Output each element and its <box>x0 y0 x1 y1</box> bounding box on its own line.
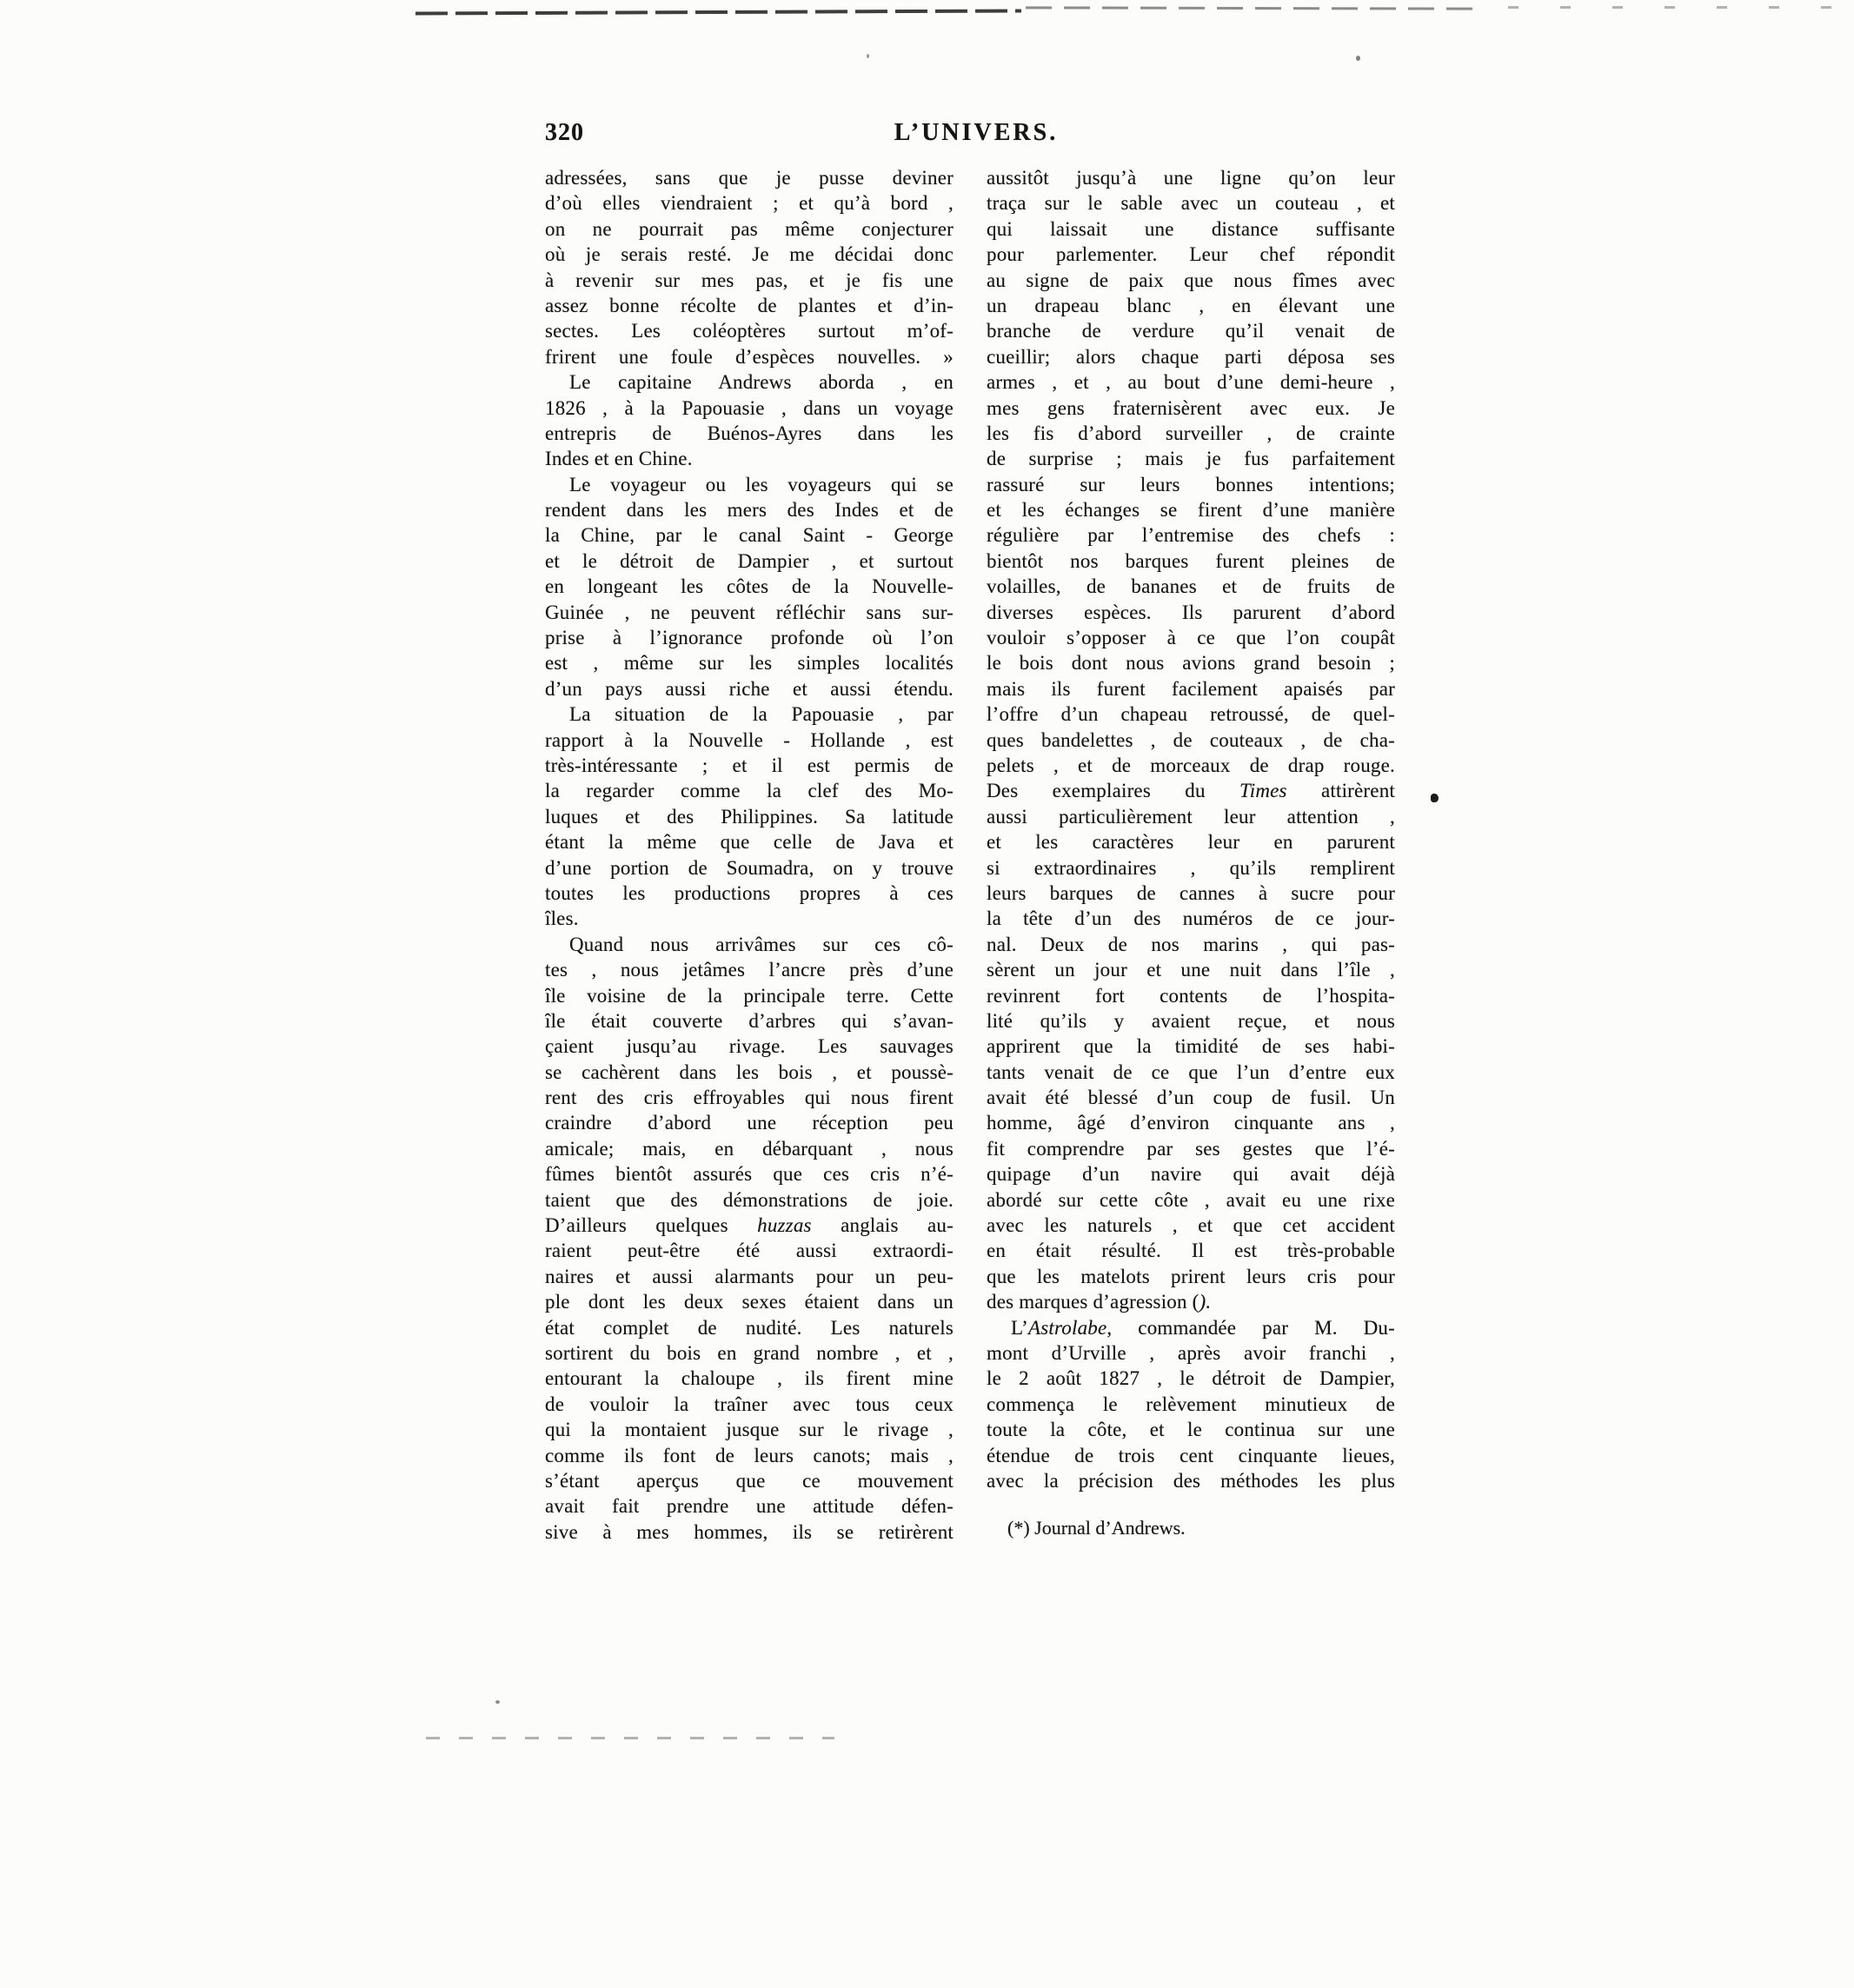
text-line: un drapeau blanc , en élevant une <box>987 294 1395 316</box>
text-line: apprirent que la timidité de ses habi- <box>987 1035 1395 1058</box>
left-column <box>545 165 954 1545</box>
paragraph <box>987 165 1395 1315</box>
text-line: qui la montaient jusque sur le rivage , <box>545 1419 954 1441</box>
text-line: le 2 août 1827 , le détroit de Dampier, <box>987 1367 1395 1390</box>
paragraph <box>545 932 954 1545</box>
text-line: se cachèrent dans les bois , et poussè- <box>545 1060 954 1083</box>
paragraph <box>987 1315 1395 1494</box>
text-line: D’ailleurs quelques huzzas anglais au- <box>545 1214 954 1237</box>
running-title: L’UNIVERS. <box>894 119 1059 146</box>
text-line: assez bonne récolte de plantes et d’in- <box>545 294 954 316</box>
text-line: entourant la chaloupe , ils firent mine <box>545 1367 954 1390</box>
text-line: île était couverte d’arbres qui s’avan- <box>545 1009 954 1032</box>
text-line: et le détroit de Dampier , et surtout <box>545 549 954 572</box>
text-line: état complet de nudité. Les naturels <box>545 1316 954 1339</box>
text-line: la regarder comme la clef des Mo- <box>545 780 954 802</box>
text-line: rassuré sur leurs bonnes intentions; <box>987 473 1395 495</box>
text-line: où je serais resté. Je me décidai donc <box>545 243 954 266</box>
text-line: raient peut-être été aussi extraordi- <box>545 1240 954 1262</box>
text-line: d’où elles viendraient ; et qu’à bord , <box>545 192 954 215</box>
text-line: fûmes bientôt assurés que ces cris n’é- <box>545 1163 954 1186</box>
text-line: avec les naturels , et que cet accident <box>987 1214 1395 1237</box>
text-line: Le capitaine Andrews aborda , en <box>569 371 954 394</box>
text-line: très-intéressante ; et il est permis de <box>545 754 954 776</box>
ink-speck <box>1356 56 1360 61</box>
text-line: en était résulté. Il est très-probable <box>987 1240 1395 1262</box>
text-line: et les échanges se firent d’une manière <box>987 499 1395 522</box>
text-line: bientôt nos barques furent pleines de <box>987 549 1395 572</box>
text-line: que les matelots prirent leurs cris pour <box>987 1265 1395 1287</box>
text-line: toute la côte, et le continua sur une <box>987 1419 1395 1441</box>
text-line: tes , nous jetâmes l’ancre près d’une <box>545 959 954 981</box>
text-line: diverses espèces. Ils parurent d’abord <box>987 601 1395 623</box>
text-line: tants venait de ce que l’un d’entre eux <box>987 1060 1395 1083</box>
text-line: s’étant aperçus que ce mouvement <box>545 1469 954 1492</box>
text-line: branche de verdure qu’il venait de <box>987 320 1395 342</box>
text-line: volailles, de bananes et de fruits de <box>987 575 1395 598</box>
ink-speck <box>495 1700 500 1704</box>
text-line: mes gens fraternisèrent avec eux. Je <box>987 396 1395 419</box>
text-line: 1826 , à la Papouasie , dans un voyage <box>545 396 954 419</box>
right-column <box>987 165 1395 1545</box>
text-line: de surprise ; mais je fus parfaitement <box>987 448 1395 470</box>
text-line: commença le relèvement minutieux de <box>987 1393 1395 1415</box>
text-line: prise à l’ignorance profonde où l’on <box>545 627 954 649</box>
text-line: la tête d’un des numéros de ce jour- <box>987 908 1395 930</box>
top-rule-faint-segment <box>1508 6 1834 9</box>
text-line: qui laissait une distance suffisante <box>987 217 1395 240</box>
text-line: Quand nous arrivâmes sur ces cô- <box>569 933 954 955</box>
page-number: 320 <box>545 119 584 146</box>
text-line: La situation de la Papouasie , par <box>569 703 954 726</box>
text-line: entrepris de Buénos-Ayres dans les <box>545 422 954 444</box>
text-line: sèrent un jour et une nuit dans l’île , <box>987 959 1395 981</box>
text-line: leurs barques de cannes à sucre pour <box>987 881 1395 904</box>
text-line: quipage d’un navire qui avait déjà <box>987 1163 1395 1186</box>
text-line: comme ils font de leurs canots; mais , <box>545 1444 954 1466</box>
text-line: traça sur le sable avec un couteau , et <box>987 192 1395 215</box>
text-line: est , même sur les simples localités <box>545 652 954 675</box>
text-line: Indes et en Chine. <box>545 448 693 470</box>
footnote: (*) Journal d’Andrews. <box>1007 1517 1186 1539</box>
text-line: au signe de paix que nous fîmes avec <box>987 269 1395 291</box>
text-line: sive à mes hommes, ils se retirèrent <box>545 1520 954 1543</box>
text-line: la Chine, par le canal Saint - George <box>545 524 954 547</box>
text-line: craindre d’abord une réception peu <box>545 1112 954 1134</box>
text-line: naires et aussi alarmants pour un peu- <box>545 1265 954 1287</box>
text-line: pour parlementer. Leur chef répondit <box>987 243 1395 266</box>
text-line: mais ils furent facilement apaisés par <box>987 677 1395 700</box>
text-line: et les caractères leur en parurent <box>987 831 1395 854</box>
ink-speck <box>867 54 869 58</box>
text-line: revinrent fort contents de l’hospita- <box>987 984 1395 1007</box>
text-line: en longeant les côtes de la Nouvelle- <box>545 575 954 598</box>
text-line: fit comprendre par ses gestes que l’é- <box>987 1137 1395 1160</box>
text-line: L’Astrolabe, commandée par M. Du- <box>1011 1316 1395 1339</box>
text-line: vouloir s’opposer à ce que l’on coupât <box>987 627 1395 649</box>
paragraph <box>545 369 954 472</box>
text-line: l’offre d’un chapeau retroussé, de quel- <box>987 703 1395 726</box>
text-line: régulière par l’entremise des chefs : <box>987 524 1395 547</box>
text-line: nal. Deux de nos marins , qui pas- <box>987 933 1395 955</box>
text-line: étendue de trois cent cinquante lieues, <box>987 1444 1395 1466</box>
text-line: taient que des démonstrations de joie. <box>545 1188 954 1211</box>
text-line: d’un pays aussi riche et aussi étendu. <box>545 677 954 700</box>
text-line: île voisine de la principale terre. Cette <box>545 984 954 1007</box>
text-line: les fis d’abord surveiller , de crainte <box>987 422 1395 444</box>
text-line: étant la même que celle de Java et <box>545 831 954 854</box>
text-line: Des exemplaires du Times attirèrent <box>987 780 1395 802</box>
text-line: luques et des Philippines. Sa latitude <box>545 805 954 828</box>
text-line: si extraordinaires , qu’ils remplirent <box>987 856 1395 879</box>
text-line: des marques d’agression (). <box>987 1291 1212 1313</box>
text-line: de vouloir la traîner avec tous ceux <box>545 1393 954 1415</box>
text-line: adressées, sans que je pusse deviner <box>545 167 954 189</box>
text-line: mont d’Urville , après avoir franchi , <box>987 1341 1395 1364</box>
text-line: rendent dans les mers des Indes et de <box>545 499 954 522</box>
text-line: aussitôt jusqu’à une ligne qu’on leur <box>987 167 1395 189</box>
text-line: abordé sur cette côte , avait eu une rixe <box>987 1188 1395 1211</box>
text-line: rent des cris effroyables qui nous firent <box>545 1087 954 1109</box>
ink-speck <box>1431 794 1439 802</box>
text-line: toutes les productions propres à ces <box>545 881 954 904</box>
text-line: frirent une foule d’espèces nouvelles. » <box>545 345 954 368</box>
right-column-paragraphs <box>987 165 1395 1493</box>
text-line: Guinée , ne peuvent réfléchir sans sur- <box>545 601 954 623</box>
text-line: sectes. Les coléoptères surtout m’of- <box>545 320 954 342</box>
text-line: pelets , et de morceaux de drap rouge. <box>987 754 1395 776</box>
text-line: aussi particulièrement leur attention , <box>987 805 1395 828</box>
text-line: cueillir; alors chaque parti déposa ses <box>987 345 1395 368</box>
text-line: amicale; mais, en débarquant , nous <box>545 1137 954 1160</box>
text-line: çaient jusqu’au rivage. Les sauvages <box>545 1035 954 1058</box>
text-line: armes , et , au bout d’une demi-heure , <box>987 371 1395 394</box>
text-line: îles. <box>545 908 579 930</box>
text-line: sortirent du bois en grand nombre , et , <box>545 1341 954 1364</box>
text-line: avec la précision des méthodes les plus <box>987 1469 1395 1492</box>
text-line: le bois dont nous avions grand besoin ; <box>987 652 1395 675</box>
paragraph <box>545 701 954 932</box>
text-line: rapport à la Nouvelle - Hollande , est <box>545 728 954 751</box>
top-rule-right-segment <box>1026 6 1482 10</box>
paragraph <box>545 472 954 702</box>
text-line: ques bandelettes , de couteaux , de cha- <box>987 728 1395 751</box>
top-rule-left-segment <box>415 9 1021 15</box>
text-line: lité qu’ils y avaient reçue, et nous <box>987 1009 1395 1032</box>
text-line: Le voyageur ou les voyageurs qui se <box>569 473 954 495</box>
text-block <box>545 165 1395 1545</box>
text-line: ple dont les deux sexes étaient dans un <box>545 1291 954 1313</box>
text-line: on ne pourrait pas même conjecturer <box>545 217 954 240</box>
text-line: avait fait prendre une attitude défen- <box>545 1495 954 1518</box>
text-line: à revenir sur mes pas, et je fis une <box>545 269 954 291</box>
text-line: d’une portion de Soumadra, on y trouve <box>545 856 954 879</box>
bottom-rule-faint <box>426 1737 834 1739</box>
text-line: avait été blessé d’un coup de fusil. Un <box>987 1087 1395 1109</box>
paragraph <box>545 165 954 369</box>
text-line: homme, âgé d’environ cinquante ans , <box>987 1112 1395 1134</box>
